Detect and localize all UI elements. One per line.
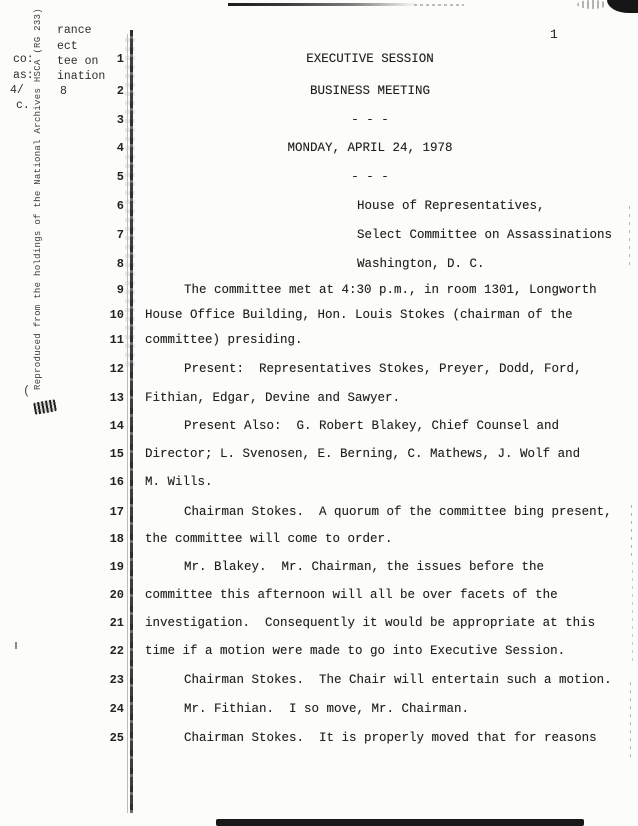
transcript-line [0, 532, 638, 550]
line-number: 16 [109, 475, 124, 489]
page-number: 1 [550, 27, 558, 42]
line-text: MONDAY, APRIL 24, 1978 [287, 141, 453, 155]
line-number: 25 [109, 731, 124, 745]
transcript-line [0, 447, 638, 465]
line-text: Mr. Fithian. I so move, Mr. Chairman. [184, 702, 470, 716]
line-text: - - - [351, 113, 389, 127]
transcript-line [0, 362, 638, 380]
line-number: 22 [109, 644, 124, 658]
line-text: - - - [351, 170, 389, 184]
line-number: 3 [116, 113, 124, 127]
transcript-line [0, 333, 638, 351]
line-text: Chairman Stokes. It is properly moved that for reasons [184, 731, 597, 745]
transcript-line [0, 141, 638, 159]
line-text: The committee met at 4:30 p.m., in room 1301, Longworth [184, 283, 597, 297]
scan-artifact-corner-speckle [577, 0, 607, 9]
line-number: 6 [116, 199, 124, 213]
line-number: 5 [116, 170, 124, 184]
line-text: Washington, D. C. [357, 257, 485, 271]
line-number: 7 [116, 228, 124, 242]
line-text: Select Committee on Assassinations [357, 228, 613, 242]
line-number: 20 [109, 588, 124, 602]
line-number: 4 [116, 141, 124, 155]
transcript-line [0, 199, 638, 217]
line-number: 11 [109, 333, 124, 347]
line-text: BUSINESS MEETING [309, 84, 431, 98]
transcript-line [0, 257, 638, 275]
transcript-line [0, 113, 638, 131]
transcript-line [0, 170, 638, 188]
line-text: time if a motion were made to go into Executive Session. [145, 644, 566, 658]
transcript-line [0, 588, 638, 606]
line-text: House Office Building, Hon. Louis Stokes (chairman of the [145, 308, 573, 322]
line-number: 21 [109, 616, 124, 630]
stamp-fragment: co: [13, 53, 34, 66]
stamp-fragment: 8 [60, 85, 67, 98]
scan-artifact-corner-blob [607, 0, 638, 13]
transcript-line [0, 84, 638, 102]
line-text: Fithian, Edgar, Devine and Sawyer. [145, 391, 401, 405]
transcript-line [0, 731, 638, 749]
line-number: 10 [109, 308, 124, 322]
line-text: Mr. Blakey. Mr. Chairman, the issues before the [184, 560, 545, 574]
transcript-line [0, 702, 638, 720]
line-text: Chairman Stokes. A quorum of the committee bing present, [184, 505, 612, 519]
line-number: 8 [116, 257, 124, 271]
transcript-line [0, 560, 638, 578]
transcript-line [0, 419, 638, 437]
stamp-fragment: tee on [57, 55, 99, 68]
transcript-line [0, 228, 638, 246]
line-number: 18 [109, 532, 124, 546]
scan-artifact-bottom-bar [216, 819, 584, 826]
line-number: 15 [109, 447, 124, 461]
line-text: committee this afternoon will all be over facets of the [145, 588, 558, 602]
transcript-line [0, 644, 638, 662]
scan-artifact-top-streak [228, 3, 418, 6]
line-number: 19 [109, 560, 124, 574]
line-text: EXECUTIVE SESSION [306, 52, 434, 66]
line-text: House of Representatives, [357, 199, 545, 213]
line-number: 2 [116, 84, 124, 98]
line-text: investigation. Consequently it would be appropriate at this [145, 616, 596, 630]
transcript-line [0, 475, 638, 493]
line-number: 9 [116, 283, 124, 297]
line-text: Director; L. Svenosen, E. Berning, C. Mathews, J. Wolf and [145, 447, 581, 461]
scan-artifact-top-streak-fade [414, 4, 464, 6]
transcript-line [0, 616, 638, 634]
line-text: Present: Representatives Stokes, Preyer, Dodd, Ford, [184, 362, 582, 376]
line-number: 1 [116, 52, 124, 66]
line-number: 23 [109, 673, 124, 687]
transcript-line [0, 673, 638, 691]
line-number: 14 [109, 419, 124, 433]
stamp-fragment: c. [16, 99, 30, 112]
line-number: 17 [109, 505, 124, 519]
archives-reproduction-stamp: Reproduced from the holdings of the National Archives HSCA (RG 233) [33, 8, 43, 390]
stamp-paren-mark: ( [23, 384, 31, 398]
line-text: committee) presiding. [145, 333, 303, 347]
line-text: Chairman Stokes. The Chair will entertain such a motion. [184, 673, 612, 687]
stamp-fragment: 4/ [10, 84, 24, 97]
stamp-fragment: ect [57, 40, 78, 53]
stamp-fragment: rance [57, 24, 92, 37]
transcript-line [0, 391, 638, 409]
transcript-line [0, 505, 638, 523]
line-text: Present Also: G. Robert Blakey, Chief Counsel and [184, 419, 560, 433]
line-number: 13 [109, 391, 124, 405]
line-number: 12 [109, 362, 124, 376]
line-number: 24 [109, 702, 124, 716]
transcript-line [0, 52, 638, 70]
stamp-fragment: ination [57, 70, 106, 83]
stamp-fragment: as: [13, 69, 34, 82]
transcript-line [0, 283, 638, 301]
transcript-line [0, 308, 638, 326]
line-text: the committee will come to order. [145, 532, 393, 546]
line-text: M. Wills. [145, 475, 213, 489]
